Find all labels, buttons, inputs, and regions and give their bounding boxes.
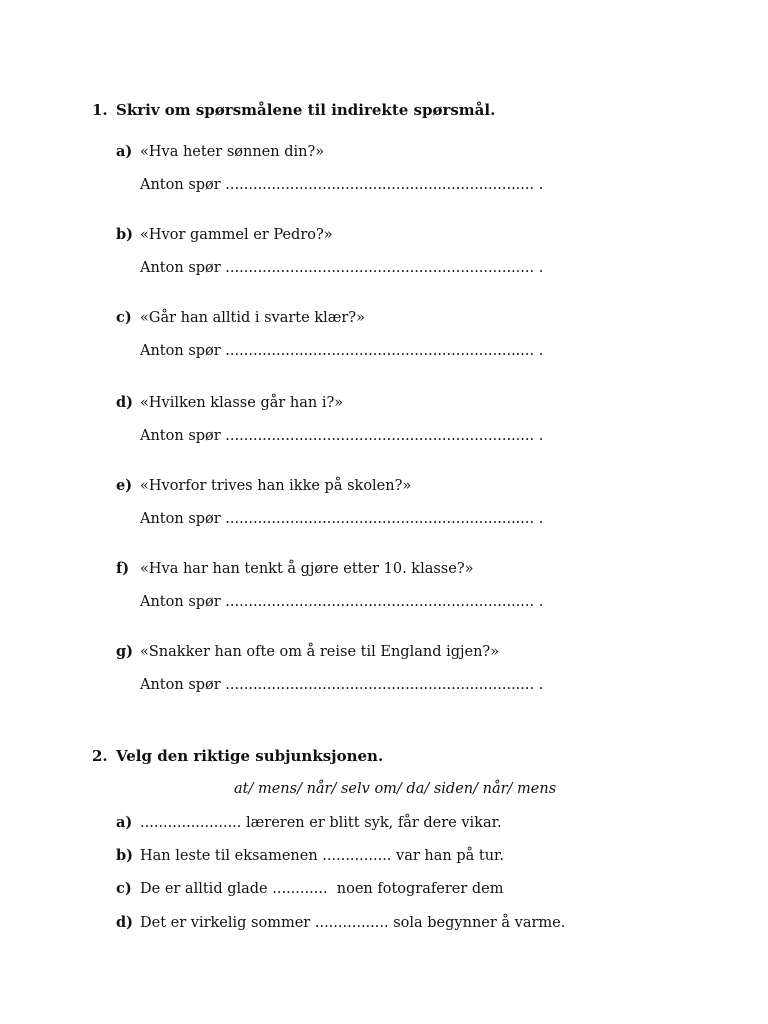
answer-line: Anton spør ................................................................... . xyxy=(140,594,544,610)
item-letter: g) xyxy=(116,643,133,660)
answer-line: Anton spør ................................................................... . xyxy=(140,511,544,527)
item-letter: c) xyxy=(116,880,132,897)
word-bank: at/ mens/ når/ selv om/ da/ siden/ når/ mens xyxy=(234,781,557,797)
answer-line: Anton spør ................................................................... . xyxy=(140,428,544,444)
item-letter: c) xyxy=(116,309,132,326)
question-text: «Hva har han tenkt å gjøre etter 10. klasse?» xyxy=(140,561,474,577)
item-letter: a) xyxy=(116,143,133,160)
question-text: «Går han alltid i svarte klær?» xyxy=(140,310,365,326)
answer-line: Anton spør ................................................................... . xyxy=(140,343,544,359)
answer-line: Anton spør ................................................................... . xyxy=(140,260,544,276)
question-text: «Hvor gammel er Pedro?» xyxy=(140,227,333,243)
sentence-text: Det er virkelig sommer ................ sola begynner å varme. xyxy=(140,915,566,931)
item-letter: d) xyxy=(116,394,133,411)
sentence-text: De er alltid glade ............ noen fotograferer dem xyxy=(140,881,504,897)
item-letter: d) xyxy=(116,914,133,931)
section-1-number: 1. xyxy=(92,101,108,119)
answer-line: Anton spør ................................................................... . xyxy=(140,177,544,193)
question-text: «Snakker han ofte om å reise til England igjen?» xyxy=(140,644,500,660)
item-letter: f) xyxy=(116,560,130,577)
section-2-number: 2. xyxy=(92,747,108,765)
section-1-heading: Skriv om spørsmålene til indirekte spørsmål. xyxy=(116,101,496,119)
item-letter: b) xyxy=(116,226,133,243)
question-text: «Hva heter sønnen din?» xyxy=(140,144,325,160)
sentence-text: Han leste til eksamenen ............... var han på tur. xyxy=(140,848,504,864)
question-text: «Hvilken klasse går han i?» xyxy=(140,395,344,411)
answer-line: Anton spør ................................................................... . xyxy=(140,677,544,693)
item-letter: b) xyxy=(116,847,133,864)
section-2-heading: Velg den riktige subjunksjonen. xyxy=(116,747,384,765)
question-text: «Hvorfor trives han ikke på skolen?» xyxy=(140,478,412,494)
item-letter: a) xyxy=(116,814,133,831)
item-letter: e) xyxy=(116,477,133,494)
sentence-text: ...................... læreren er blitt syk, får dere vikar. xyxy=(140,815,502,831)
